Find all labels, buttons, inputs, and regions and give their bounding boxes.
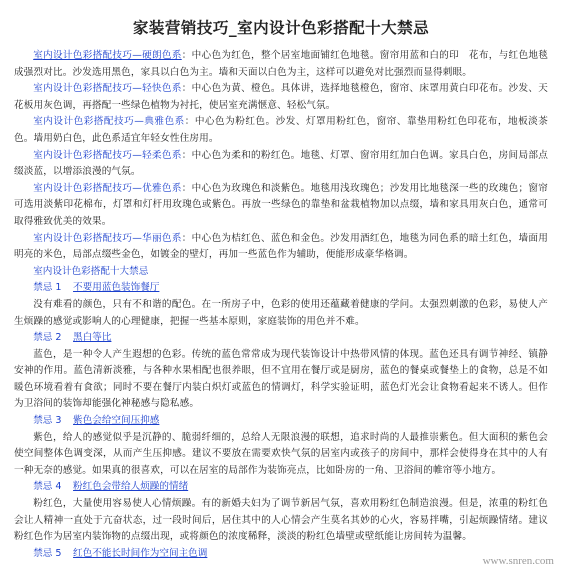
- taboo-title: 粉红色会带给人烦躁的情绪: [73, 481, 189, 493]
- taboo-number: 禁忌 3: [33, 415, 62, 427]
- intro-paragraph-body: 中心色为柔和的粉红色。地毯、灯罩、窗帘用红加白色调。家具白色，房间局部点缀淡蓝，以增添浪漫的气氛。: [14, 149, 548, 178]
- colon: ：: [181, 50, 192, 61]
- taboo-heading: [14, 280, 548, 297]
- intro-paragraph: [14, 114, 548, 147]
- colon: ：: [181, 232, 192, 244]
- document-title: 家装营销技巧_室内设计色彩搭配十大禁忌: [132, 18, 430, 37]
- taboo-body: 粉红色，大量使用容易使人心情烦躁。有的新婚夫妇为了调节新居气氛，喜欢用粉红色制造浪漫。但是，浓重的粉红色会让人精神一直处于亢奋状态，过一段时间后，居住其中的人心情会产生莫名其妙的心火，容易拌嘴，引起烦躁情绪。建议粉红色作为居室内装饰物的点缀出现，或将颜色的浓度稀释，淡淡的粉红色墙壁或壁纸能让房间转为温馨。: [14, 498, 548, 543]
- intro-paragraph-head: 室内设计色彩搭配技巧—华丽色系: [33, 232, 182, 244]
- intro-paragraph-head: 室内设计色彩搭配技巧—典雅色系: [33, 116, 185, 128]
- taboo-number: 禁忌 5: [33, 547, 62, 559]
- taboo-title: 紫色会给空间压抑感: [73, 415, 160, 427]
- intro-paragraph: [14, 181, 548, 231]
- taboo-body: 没有难看的颜色，只有不和谐的配色。在一所房子中，色彩的使用还蕴藏着健康的学问。太强烈刺激的色彩，易使人产生烦躁的感觉或影响人的心理健康，把握一些基本原则，家庭装饰的用色并不难。: [14, 298, 548, 327]
- taboo-heading: [14, 479, 548, 496]
- taboo-body: 紫色，给人的感觉似乎是沉静的、脆弱纤细的，总给人无限浪漫的联想，追求时尚的人最推崇紫色。但大面积的紫色会使空间整体色调变深，从而产生压抑感。建议不要放在需要欢快气氛的居室内或孩子的房间中，那样会使得身在其中的人有一种无奈的感觉。如果真的很喜欢，可以在居室的局部作为装饰亮点，比如卧房的一角、卫浴间的帷帘等小地方。: [14, 431, 548, 476]
- colon: ：: [181, 182, 192, 194]
- taboo-body: 蓝色，是一种令人产生遐想的色彩。传统的蓝色常常成为现代装饰设计中热带风情的体现。蓝色还具有调节神经、镇静安神的作用。蓝色清新淡雅，与各种水果相配也很养眼，但不宜用在餐厅或是厨房，蓝色的餐桌或餐垫上的食物，总是不如暖色环境看着有食欲；同时不要在餐厅内装白炽灯或蓝色的情调灯，科学实验证明，蓝色灯光会让食物看起来不诱人。但作为卫浴间的装饰却能强化神秘感与隐私感。: [14, 348, 548, 410]
- watermark: www.snren.com: [482, 555, 554, 567]
- taboo-number: 禁忌 2: [33, 332, 62, 344]
- colon: ：: [181, 149, 192, 161]
- taboos-section: [14, 280, 548, 562]
- intro-section: [14, 48, 548, 264]
- taboo-heading: [14, 546, 548, 563]
- taboo-title: 红色不能长时间作为空间主色调: [73, 547, 208, 559]
- taboo-heading: [14, 413, 548, 430]
- intro-paragraph-body: 中心色为玫瑰色和淡紫色。地毯用浅玫瑰色；沙发用比地毯深一些的玫瑰色；窗帘可选用淡紫印花棉布，灯罩和灯杆用玫瑰色或紫色。再放一些绿色的靠垫和盆栽植物加以点缀，墙和家具用灰白色，通常可取得雅致优美的效果。: [14, 182, 548, 227]
- intro-paragraph-head: 室内设计色彩搭配技巧—轻柔色系: [33, 149, 182, 161]
- intro-paragraph: [14, 48, 548, 81]
- intro-paragraph-body: 中心色为红色，整个居室地面铺红色地毯。窗帘用蓝和白的印 花布，与红色地毯成强烈对比。沙发选用黑色，家具以白色为主。墙和天面以白色为主，这样可以避免对比强烈而显得刺眼。: [14, 50, 548, 78]
- intro-paragraph: [14, 81, 548, 114]
- intro-paragraph: [14, 148, 548, 181]
- intro-paragraph-head: 室内设计色彩搭配技巧—优雅色系: [33, 182, 182, 194]
- section-title: 室内设计色彩搭配十大禁忌: [33, 265, 149, 277]
- colon: ：: [184, 116, 195, 128]
- taboo-number: 禁忌 1: [33, 282, 62, 294]
- intro-paragraph-body: 中心色为黄、橙色。具体讲，选择地毯橙色，窗帘、床罩用黄白印花布。沙发、天花板用灰色调，再搭配一些绿色植物为衬托，使居室充满惬意、轻松气氛。: [14, 83, 548, 111]
- intro-paragraph-body: 中心色为桔红色、蓝色和金色。沙发用酒红色，地毯为同色系的暗土红色，墙面用明亮的米色，局部点缀些金色，如镀金的壁灯，再加一些蓝色作为辅助，便能形成豪华格调。: [14, 232, 548, 261]
- taboo-number: 禁忌 4: [33, 481, 62, 493]
- intro-paragraph-body: 中心色为粉红色。沙发、灯罩用粉红色，窗帘、靠垫用粉红色印花布，地板淡茶色。墙用奶白色，此色系适宜年轻女性住房用。: [14, 116, 549, 144]
- colon: ：: [181, 83, 192, 95]
- taboo-title: 黑白等比: [73, 332, 112, 344]
- intro-paragraph: [14, 231, 548, 264]
- intro-paragraph-head: 室内设计色彩搭配技巧—轻快色系: [33, 83, 182, 95]
- taboo-heading: [14, 330, 548, 347]
- taboo-title: 不要用蓝色装饰餐厅: [73, 282, 160, 294]
- intro-paragraph-head: 室内设计色彩搭配技巧—硬朗色系: [33, 50, 182, 61]
